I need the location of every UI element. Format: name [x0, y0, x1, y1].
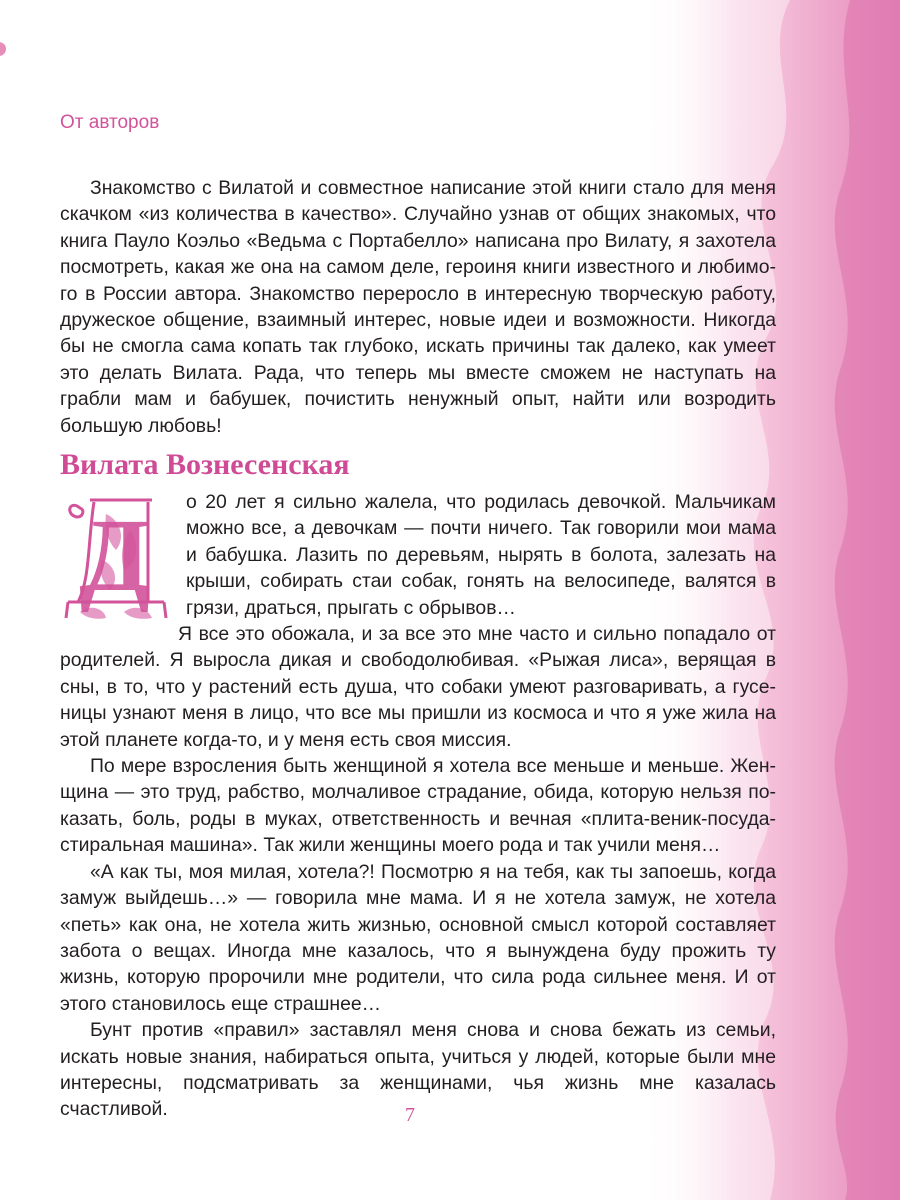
- paragraph-4: Бунт против «правил» заставлял меня снова и снова бежать из семьи, искать новые знания, набираться опыта, учиться у людей, которые были мне интересны, подсматривать за женщинами, чья жизнь мне казалась счастливой.: [60, 1019, 776, 1121]
- paragraph-2: По мере взросления быть женщиной я хотела все меньше и меньше. Женщина — это труд, рабство, молчаливое страдание, обида, которую нельзя показать, боль, роды в муках, ответственность и вечная «плита-веник-посуда-стиральная машина». Так жили женщины моего рода и так учили меня…: [60, 755, 776, 857]
- main-section: [60, 489, 776, 1123]
- section-title: Вилата Вознесенская: [60, 448, 350, 481]
- paragraph-3: «А как ты, моя милая, хотела?! Посмотрю я на тебя, как ты запоешь, когда замуж выйдешь…» — говорила мне мама. И я не хотела замуж, не хотела «петь» как она, не хотела жить жизнью, основной смысл которой составляет забота о вещах. Иногда мне казалось, что я вынуждена буду прожить ту жизнь, которую пророчили мне родители, что сила рода сильнее меня. И от этого становилось еще страшнее…: [60, 860, 776, 1015]
- intro-paragraph: Знакомство с Вилатой и совместное написание этой книги стало для меня скачком «из количества в качество». Случайно узнав от общих знакомых, что книга Пауло Коэльо «Ведьма с Портабелло» написана про Вилату, я захотела посмотреть, какая же она на самом деле, героиня книги известного и любимого в России автора. Знакомство переросло в интересную творческую работу, дружеское общение, взаимный интерес, новые идеи и возможности. Никогда бы не смогла сама копать так глубоко, искать причины так далеко, как умеет это делать Вилата. Рада, что теперь мы вместе сможем не наступать на грабли мам и бабушек, почистить ненужный опыт, найти или возродить большую любовь!: [60, 177, 776, 437]
- corner-dot: [0, 42, 6, 56]
- paragraph-1: Я все это обожала, и за все это мне часто и сильно попадало от родителей. Я выросла дикая и свободолюбивая. «Рыжая лиса», верящая в сны, в то, что у растений есть душа, что собаки умеют разговаривать, а гусеницы узнают меня в лицо, что все мы пришли из космоса и что я уже жила на этой планете когда-то, и у меня есть своя миссия.: [60, 623, 776, 751]
- dropcap-paragraph: о 20 лет я сильно жалела, что родилась девочкой. Мальчикам можно все, а девочкам — почти ничего. Так говорили мои мама и бабушка. Лазить по деревьям, нырять в болота, залезать на крыши, собирать стаи собак, гонять на велосипеде, валятся в грязи, драться, прыгать с обрывов…: [186, 491, 776, 619]
- page-number: 7: [405, 1104, 415, 1126]
- intro-section: [60, 175, 776, 439]
- running-head: От авторов: [60, 112, 160, 133]
- dropcap-letter: Д: [79, 498, 151, 613]
